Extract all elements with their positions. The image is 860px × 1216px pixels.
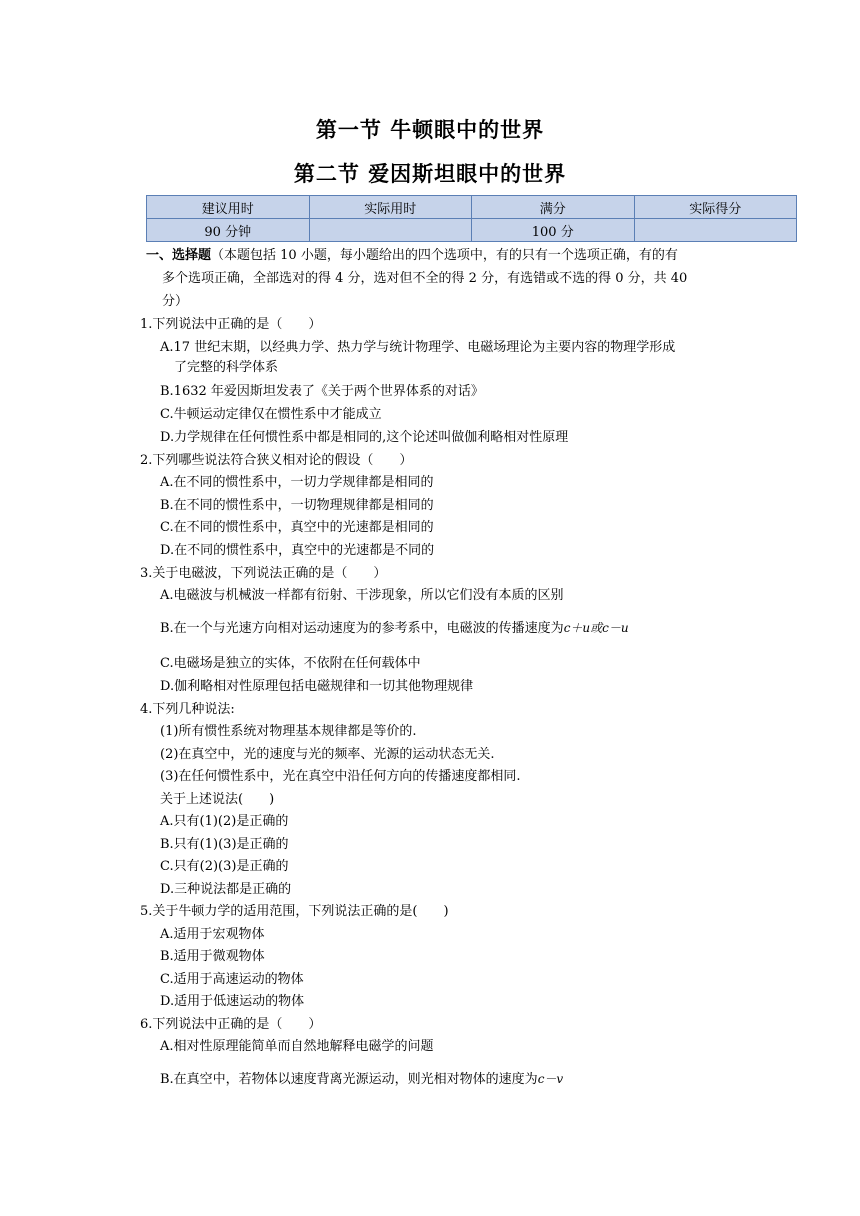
question-3-formula: c＋u或c－u — [563, 621, 629, 635]
section-instructions-line-1 — [146, 245, 678, 267]
value-actual-time — [309, 219, 472, 242]
question-6-option-b-text: B.在真空中，若物体以速度背离光源运动，则光相对物体的速度为 — [160, 1072, 538, 1087]
question-3-option-d: D.伽利略相对性原理包括电磁规律和一切其他物理规律 — [160, 679, 474, 694]
value-actual-score — [634, 219, 797, 242]
question-1-option-c: C.牛顿运动定律仅在惯性系中才能成立 — [160, 407, 382, 422]
question-6-formula: c－v — [537, 1072, 564, 1086]
question-5-option-a: A.适用于宏观物体 — [160, 927, 265, 942]
question-3-option-a: A.电磁波与机械波一样都有衍射、干涉现象，所以它们没有本质的区别 — [160, 588, 564, 603]
question-4-option-a: A.只有(1)(2)是正确的 — [160, 814, 289, 829]
question-5-option-d: D.适用于低速运动的物体 — [160, 994, 305, 1009]
question-2-option-b: B.在不同的惯性系中，一切物理规律都是相同的 — [160, 498, 434, 513]
question-4-option-c: C.只有(2)(3)是正确的 — [160, 859, 289, 874]
question-1-option-a-cont: 了完整的科学体系 — [174, 360, 279, 375]
question-4-sub-stem: 关于上述说法( ) — [160, 792, 275, 807]
question-5-option-b: B.适用于微观物体 — [160, 949, 265, 964]
section-instructions-line-3: 分） — [162, 294, 189, 309]
question-3-option-b — [160, 617, 629, 640]
question-4-option-d: D.三种说法都是正确的 — [160, 882, 292, 897]
question-1-stem: 1.下列说法中正确的是（ ） — [140, 317, 322, 332]
question-4-stem: 4.下列几种说法: — [140, 702, 235, 717]
question-4-statement-3: (3)在任何惯性系中，光在真空中沿任何方向的传播速度都相同. — [160, 769, 521, 784]
question-1-option-d: D.力学规律在任何惯性系中都是相同的,这个论述叫做伽利略相对性原理 — [160, 430, 569, 445]
section-heading: 一、选择题 — [146, 248, 212, 263]
header-full-score: 满分 — [472, 196, 635, 219]
question-3-stem: 3.关于电磁波，下列说法正确的是（ ） — [140, 566, 387, 581]
section-text: （本题包括 10 小题，每小题给出的四个选项中，有的只有一个选项正确，有的有 — [211, 248, 678, 263]
score-table-header-row — [147, 196, 797, 219]
question-6-option-a: A.相对性原理能简单而自然地解释电磁学的问题 — [160, 1039, 434, 1054]
question-2-option-a: A.在不同的惯性系中，一切力学规律都是相同的 — [160, 475, 434, 490]
question-4-statement-2: (2)在真空中，光的速度与光的频率、光源的运动状态无关. — [160, 747, 495, 762]
question-2-stem: 2.下列哪些说法符合狭义相对论的假设（ ） — [140, 453, 413, 468]
header-actual-score: 实际得分 — [634, 196, 797, 219]
question-2-option-c: C.在不同的惯性系中，真空中的光速都是相同的 — [160, 520, 434, 535]
question-2-option-d: D.在不同的惯性系中，真空中的光速都是不同的 — [160, 543, 435, 558]
section-title-1: 第一节 牛顿眼中的世界 — [315, 118, 545, 142]
question-4-statement-1: (1)所有惯性系统对物理基本规律都是等价的. — [160, 724, 417, 739]
score-table-value-row — [147, 219, 797, 242]
value-full-score: 100 分 — [472, 219, 635, 242]
question-6-stem: 6.下列说法中正确的是（ ） — [140, 1017, 322, 1032]
question-5-option-c: C.适用于高速运动的物体 — [160, 972, 304, 987]
question-4-option-b: B.只有(1)(3)是正确的 — [160, 837, 289, 852]
section-title-2: 第二节 爱因斯坦眼中的世界 — [293, 162, 567, 186]
question-6-option-b — [160, 1068, 563, 1091]
question-5-stem: 5.关于牛顿力学的适用范围，下列说法正确的是( ) — [140, 904, 449, 919]
header-actual-time: 实际用时 — [309, 196, 472, 219]
score-table — [146, 195, 797, 242]
section-instructions-line-2: 多个选项正确，全部选对的得 4 分，选对但不全的得 2 分，有选错或不选的得 0 分，共 40 — [162, 271, 688, 286]
value-suggested-time: 90 分钟 — [147, 219, 310, 242]
question-1-option-b: B.1632 年爱因斯坦发表了《关于两个世界体系的对话》 — [160, 384, 484, 399]
question-1-option-a: A.17 世纪末期，以经典力学、热力学与统计物理学、电磁场理论为主要内容的物理学形成 — [160, 340, 676, 355]
header-suggested-time: 建议用时 — [147, 196, 310, 219]
question-3-option-b-text: B.在一个与光速方向相对运动速度为的参考系中，电磁波的传播速度为 — [160, 621, 564, 636]
question-3-option-c: C.电磁场是独立的实体，不依附在任何载体中 — [160, 656, 421, 671]
